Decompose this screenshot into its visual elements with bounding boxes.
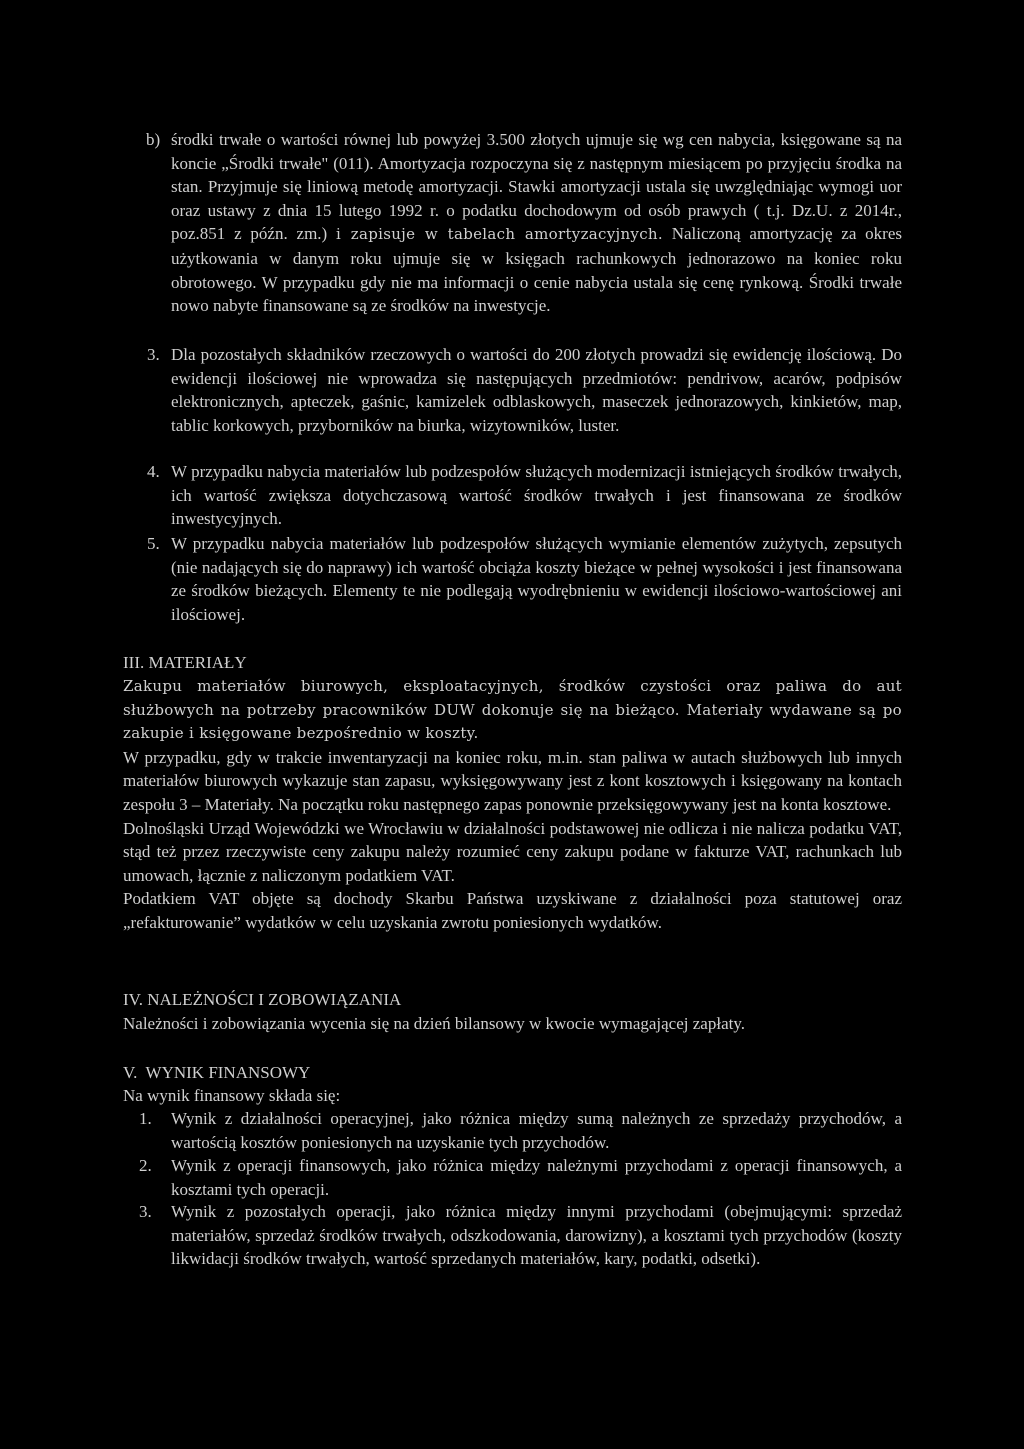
result-item-1 — [139, 1107, 902, 1154]
list-number: 5. — [147, 534, 160, 553]
paragraph: Wynik z pozostałych operacji, jako różnica między innymi przychodami (obejmującymi: sprzedaż materiałów, sprzedaż środków trwałych, odszkodowania, darowizny), a kosztami tych przychodów (koszty likwidacji środków trwałych, wartość sprzedanych materiałów, kary, podatki, odsetki). — [171, 1202, 902, 1269]
list-item-b — [146, 128, 903, 318]
paragraph-text: Naliczoną amortyzację za okres użytkowania w danym roku ujmuje się w księgach rachunkowych jednorazowo na koniec roku obrotowego. W przypadku gdy nie ma informacji o cenie nabycia ustala się cenę rynkową. Środki trwałe nowo nabyte finansowane są ze środków na inwestycje. — [171, 224, 903, 316]
paragraph-text: środki trwałe o wartości równej lub powyżej 3.500 złotych ujmuje się wg cen nabycia, księgowane są na koncie „Środki trwałe" (011). Amortyzacja rozpoczyna się z następnym miesiącem po przyjęciu środka na stan. Przyjmuje się liniową metodę amortyzacji. Stawki amortyzacji ustala się uwzględniając wymogi uor oraz ustawy z dnia 15 lutego 1992 r. o podatku dochodowym od osób prawych ( t.j. Dz.U. z 2014r., poz.851 z późn. zm.) — [171, 130, 902, 244]
list-item-3 — [147, 343, 902, 437]
list-item-5 — [147, 532, 902, 626]
result-item-2 — [139, 1154, 902, 1201]
section-heading-v: V. WYNIK FINANSOWY — [123, 1063, 311, 1082]
list-number: 3. — [147, 345, 160, 364]
list-item-4 — [147, 460, 902, 531]
list-marker: b) — [146, 130, 161, 149]
list-number: 3. — [139, 1202, 152, 1221]
result-item-3 — [139, 1200, 902, 1271]
section-heading-iii: III. MATERIAŁY — [123, 653, 247, 672]
section-v-intro: Na wynik finansowy składa się: — [123, 1086, 341, 1105]
paragraph: Dla pozostałych składników rzeczowych o wartości do 200 złotych prowadzi się ewidencję ilościową. Do ewidencji ilościowej nie wprowadza się następujących przedmiotów: pendrivow, acarów, podpisów elektronicznych, apteczek, gaśnic, kamizelek odblaskowych, maseczek jednorazowych, kinkietów, map, tablic korkowych, przyborników na biurka, wizytowników, luster. — [171, 345, 902, 435]
paragraph-text: i zapisuje w tabelach amortyzacyjnych. — [336, 225, 663, 244]
paragraph: W przypadku nabycia materiałów lub podzespołów służących modernizacji istniejących środków trwałych, ich wartość zwiększa dotychczasową wartość środków trwałych i jest finansowana ze środków inwestycyjnych. — [171, 462, 902, 529]
paragraph: W przypadku nabycia materiałów lub podzespołów służących wymianie elementów zużytych, zepsutych (nie nadających się do naprawy) ich wartość obciąża koszty bieżące w pełnej wysokości i jest finansowana ze środków bieżących. Elementy te nie podlegają wyodrębnieniu w ewidencji ilościowo-wartościowej ani ilościowej. — [171, 534, 902, 624]
paragraph: Dolnośląski Urząd Wojewódzki we Wrocławiu w działalności podstawowej nie odlicza i nie nalicza podatku VAT, stąd też przez rzeczywiste ceny zakupu należy rozumieć ceny zakupu podane w fakturze VAT, rachunkach lub umowach, łącznie z naliczonym podatkiem VAT. — [123, 818, 902, 885]
paragraph: W przypadku, gdy w trakcie inwentaryzacji na koniec roku, m.in. stan paliwa w autach służbowych lub innych materiałów biurowych wykazuje stan zapasu, wyksięgowywany jest z kont kosztowych i księgowany na kontach zespołu 3 – Materiały. Na początku roku następnego zapas ponownie przeksięgowywany jest na konta kosztowe. — [123, 747, 902, 814]
paragraph: Podatkiem VAT objęte są dochody Skarbu Państwa uzyskiwane z działalności poza statutowej oraz „refakturowanie” wydatków w celu uzyskania zwrotu poniesionych wydatków. — [123, 889, 902, 932]
list-number: 4. — [147, 462, 160, 481]
paragraph — [171, 128, 902, 318]
section-iii-body — [123, 675, 902, 935]
section-heading-iv: IV. NALEŻNOŚCI I ZOBOWIĄZANIA — [123, 990, 402, 1009]
paragraph: Wynik z działalności operacyjnej, jako różnica między sumą należnych ze sprzedaży przychodów, a wartością kosztów poniesionych na uzyskanie tych przychodów. — [171, 1109, 902, 1152]
paragraph: Należności i zobowiązania wycenia się na dzień bilansowy w kwocie wymagającej zapłaty. — [123, 1014, 745, 1033]
list-number: 2. — [139, 1156, 152, 1175]
paragraph: Zakupu materiałów biurowych, eksploatacyjnych, środków czystości oraz paliwa do aut służbowych na potrzeby pracowników DUW dokonuje się na bieżąco. Materiały wydawane są po zakupie i księgowane bezpośrednio w koszty. — [123, 677, 902, 743]
section-iv-body — [123, 1012, 902, 1036]
list-number: 1. — [139, 1109, 152, 1128]
paragraph: Wynik z operacji finansowych, jako różnica między należnymi przychodami z operacji finansowych, a kosztami tych operacji. — [171, 1156, 902, 1199]
